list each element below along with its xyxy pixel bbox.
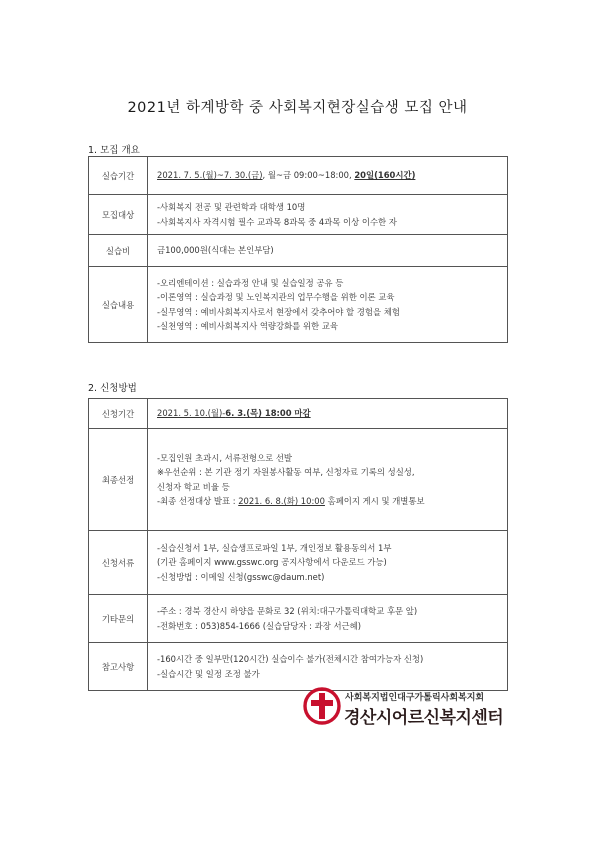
row-content	[148, 531, 508, 595]
text-segment: , 월~금 09:00~18:00,	[262, 170, 355, 181]
text-segment: -사회복지사 자격시험 필수 교과목 8과목 중 4과목 이상 이수한 자	[157, 216, 397, 227]
row-content	[148, 429, 508, 531]
row-content	[148, 267, 508, 343]
cross-emblem-icon	[303, 687, 341, 725]
row-content	[148, 235, 508, 267]
table-row	[89, 429, 508, 531]
row-label: 모집대상	[89, 195, 148, 235]
row-content	[148, 595, 508, 643]
table-row	[89, 399, 508, 429]
content-line	[157, 215, 501, 229]
text-segment: 20일(160시간)	[354, 170, 416, 181]
table-row	[89, 595, 508, 643]
text-segment: (기관 홈페이지 www.gsswc.org 공지사항에서 다운로드 가능)	[157, 557, 387, 568]
content-line	[157, 290, 501, 304]
row-content	[148, 399, 508, 429]
content-line	[157, 541, 501, 555]
text-segment: -이론영역 : 실습과정 및 노인복지관의 업무수행을 위한 이론 교육	[157, 292, 395, 303]
text-segment: -실습신청서 1부, 실습생프로파일 1부, 개인정보 활용동의서 1부	[157, 542, 392, 553]
row-label: 실습기간	[89, 157, 148, 195]
content-line	[157, 200, 501, 214]
text-segment: -사회복지 전공 및 관련학과 대학생 10명	[157, 202, 306, 213]
text-segment: -실습시간 및 일정 조정 불가	[157, 668, 260, 679]
content-line	[157, 555, 501, 569]
text-segment: 홈페이지 게시 및 개별통보	[324, 495, 425, 506]
table-row	[89, 267, 508, 343]
content-line	[157, 319, 501, 333]
row-label: 참고사항	[89, 643, 148, 691]
row-label: 실습비	[89, 235, 148, 267]
row-label: 신청기간	[89, 399, 148, 429]
content-line	[157, 276, 501, 290]
text-segment: -160시간 중 일부만(120시간) 실습이수 불가(전체시간 참여가능자 신청)	[157, 654, 424, 665]
table-row	[89, 195, 508, 235]
organization-subtitle: 사회복지법인대구가톨릭사회복지회	[345, 693, 485, 703]
content-line	[157, 570, 501, 584]
text-segment: -실무영역 : 예비사회복지사로서 현장에서 갖추어야 할 경험을 체험	[157, 306, 400, 317]
row-label: 실습내용	[89, 267, 148, 343]
content-line	[157, 243, 501, 257]
content-line	[157, 480, 501, 494]
text-segment: -모집인원 초과시, 서류전형으로 선발	[157, 452, 293, 463]
content-line	[157, 465, 501, 479]
section-heading-application: 2. 신청방법	[88, 383, 137, 394]
row-content	[148, 643, 508, 691]
text-segment: -오리엔테이션 : 실습과정 안내 및 실습일정 공유 등	[157, 277, 344, 288]
text-segment: -실천영역 : 예비사회복지사 역량강화를 위한 교육	[157, 320, 338, 331]
text-segment: 2021. 7. 5.(월)~7. 30.(금)	[157, 170, 263, 181]
row-label: 기타문의	[89, 595, 148, 643]
content-line	[157, 667, 501, 681]
text-segment: ※우선순위 : 본 기관 정기 자원봉사활동 여부, 신청자료 기록의 성실성,	[157, 467, 415, 478]
text-segment: 신청자 학교 비율 등	[157, 481, 230, 492]
text-segment: -신청방법 : 이메일 신청(gsswc@daum.net)	[157, 571, 325, 582]
content-line	[157, 305, 501, 319]
text-segment: -주소 : 경북 경산시 하양읍 문화로 32 (위치:대구가톨릭대학교 후문 앞)	[157, 606, 418, 617]
table-row	[89, 643, 508, 691]
content-line	[157, 168, 501, 182]
application-table	[88, 398, 508, 691]
page-title: 2021년 하계방학 중 사회복지현장실습생 모집 안내	[127, 100, 468, 116]
row-content	[148, 157, 508, 195]
text-segment: -전화번호 : 053)854-1666 (실습담당자 : 과장 서근혜)	[157, 620, 362, 631]
content-line	[157, 494, 501, 508]
content-line	[157, 451, 501, 465]
row-label: 최종선정	[89, 429, 148, 531]
text-segment: 6. 3.(목) 18:00 마감	[225, 408, 311, 419]
row-content	[148, 195, 508, 235]
organization-name: 경산시어르신복지센터	[344, 708, 504, 728]
content-line	[157, 406, 501, 420]
overview-table	[88, 156, 508, 343]
row-label: 신청서류	[89, 531, 148, 595]
organization-logo	[303, 687, 513, 728]
text-segment: -최종 선정대상 발표 :	[157, 495, 239, 506]
text-segment: 금100,000원(식대는 본인부담)	[157, 245, 274, 256]
content-line	[157, 652, 501, 666]
table-row	[89, 531, 508, 595]
content-line	[157, 619, 501, 633]
text-segment: 2021. 6. 8.(화) 10:00	[238, 495, 325, 506]
table-row	[89, 157, 508, 195]
content-line	[157, 604, 501, 618]
text-segment: 2021. 5. 10.(월)-	[157, 408, 226, 419]
section-heading-overview: 1. 모집 개요	[88, 145, 140, 156]
table-row	[89, 235, 508, 267]
